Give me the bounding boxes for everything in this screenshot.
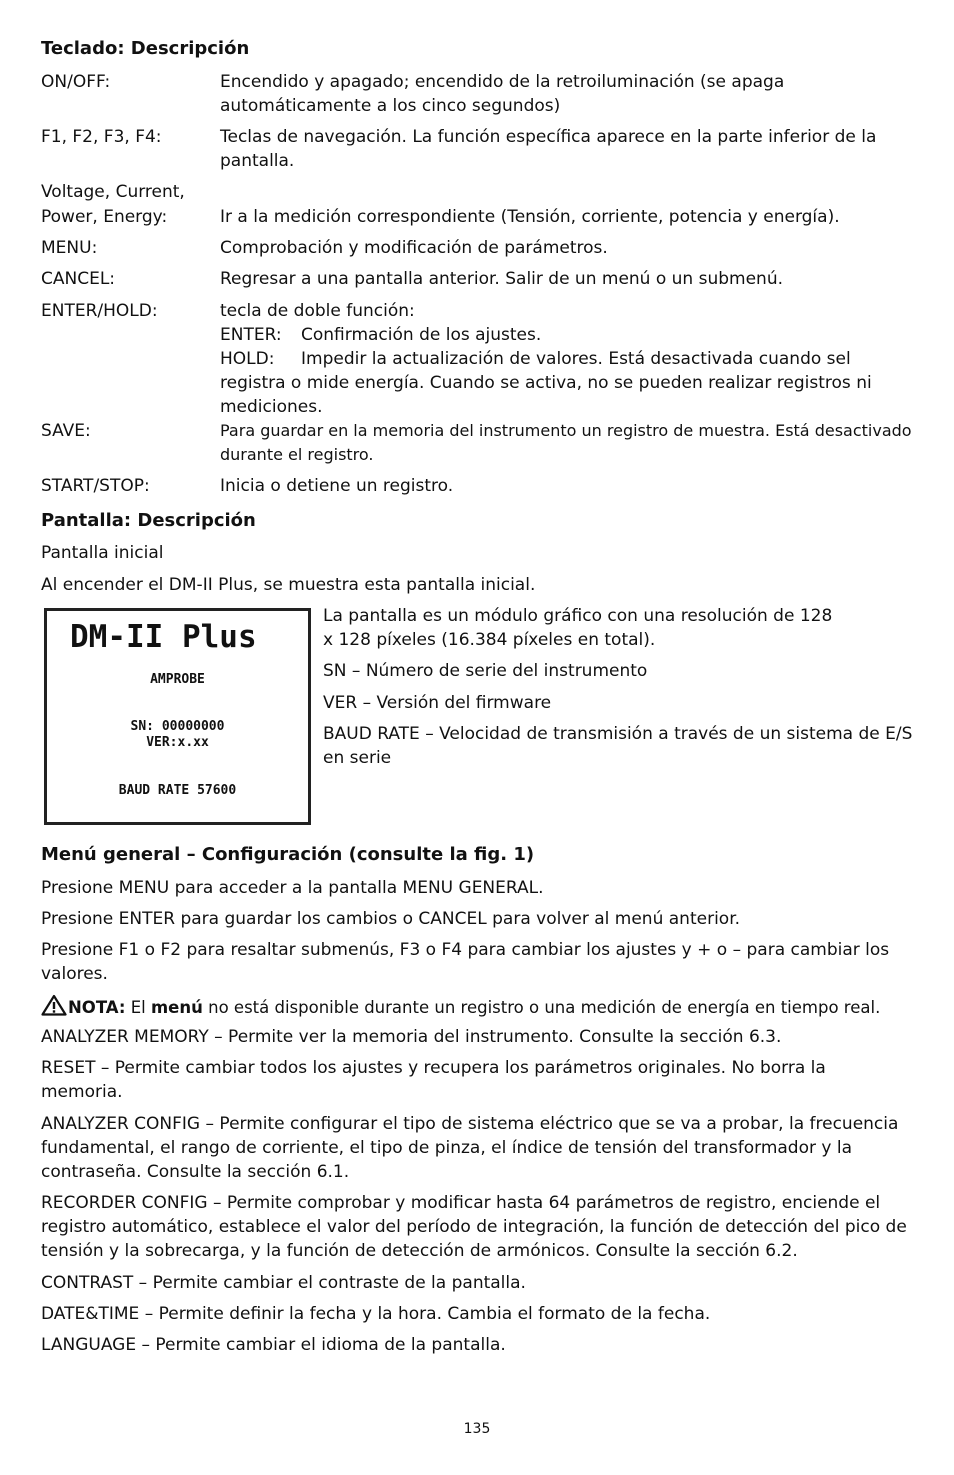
key-term: ENTER/HOLD: (41, 301, 158, 321)
key-definition: Comprobación y modificación de parámetros. (220, 238, 608, 258)
key-definition: Regresar a una pantalla anterior. Salir de un menú o un submenú. (220, 269, 784, 289)
screen-baud: BAUD RATE 57600 (118, 783, 237, 798)
hold-subitem (220, 347, 892, 419)
subitem-value: Impedir la actualización de valores. Está desactivada cuando sel registra o mide energía. Cuando se activa, no se pueden realizar registros ni mediciones. (220, 349, 872, 417)
menu-item-analyzer-memory: ANALYZER MEMORY – Permite ver la memoria del instrumento. Consulte la sección 6.3. (41, 1027, 782, 1047)
menu-item-analyzer-config: ANALYZER CONFIG – Permite configurar el tipo de sistema eléctrico que se va a probar, la frecuencia fundamental, el rango de corriente, el tipo de pinza, el índice de tensión del transformador y la contraseña. Consulte la sección 6.1. (41, 1114, 899, 1182)
display-heading: Pantalla: Descripción (41, 510, 256, 531)
key-definition: Inicia o detiene un registro. (220, 476, 454, 496)
key-definition: Encendido y apagado; encendido de la retroiluminación (se apaga automáticamente a los cinco segundos) (220, 72, 785, 116)
menu-heading: Menú general – Configuración (consulte la fig. 1) (41, 844, 535, 865)
menu-note (41, 994, 913, 1020)
menu-item-date-time: DATE&TIME – Permite definir la fecha y la hora. Cambia el formato de la fecha. (41, 1304, 711, 1324)
warning-icon (41, 994, 67, 1016)
display-intro-1: Pantalla inicial (41, 543, 164, 563)
page-number: 135 (463, 1421, 491, 1437)
screen-title: DM-II Plus (70, 619, 257, 655)
menu-item-language: LANGUAGE – Permite cambiar el idioma de la pantalla. (41, 1335, 506, 1355)
key-definition: Ir a la medición correspondiente (Tensión, corriente, potencia y energía). (220, 207, 840, 227)
screen-desc-resolution: La pantalla es un módulo gráfico con una resolución de 128 x 128 píxeles (16.384 píxeles en total). (323, 606, 833, 650)
screen-brand: AMPROBE (150, 672, 205, 687)
key-term: ON/OFF: (41, 72, 111, 92)
key-definition (220, 299, 913, 419)
key-term-line2: Power, Energy: (41, 207, 168, 227)
enter-subitem (220, 323, 913, 347)
display-intro-2: Al encender el DM-II Plus, se muestra esta pantalla inicial. (41, 575, 536, 595)
key-term: SAVE: (41, 421, 91, 441)
subitem-key: ENTER: (220, 325, 282, 345)
keyboard-heading: Teclado: Descripción (41, 38, 250, 59)
key-definition: Teclas de navegación. La función específica aparece en la parte inferior de la pantalla. (220, 127, 877, 171)
menu-item-recorder-config: RECORDER CONFIG – Permite comprobar y modificar hasta 64 parámetros de registro, enciende el registro automático, establece el valor del período de integración, la función de detección del pico de tensión y la sobrecarga, y la función de detección de armónicos. Consulte la sección 6.2. (41, 1193, 907, 1261)
key-term: CANCEL: (41, 269, 116, 289)
startup-screen-figure (44, 608, 311, 825)
key-definition: Para guardar en la memoria del instrumento un registro de muestra. Está desactivado durante el registro. (220, 421, 912, 464)
screen-version: VER:x.xx (146, 735, 209, 750)
menu-para-3: Presione F1 o F2 para resaltar submenús, F3 o F4 para cambiar los ajustes y + o – para cambiar los valores. (41, 940, 890, 984)
note-text-pre: El (125, 998, 151, 1017)
menu-para-2: Presione ENTER para guardar los cambios o CANCEL para volver al menú anterior. (41, 909, 741, 929)
subitem-value: Confirmación de los ajustes. (301, 325, 542, 345)
menu-item-reset: RESET – Permite cambiar todos los ajustes y recupera los parámetros originales. No borra la memoria. (41, 1058, 826, 1102)
subitem-key: HOLD: (220, 349, 275, 369)
key-definition-intro: tecla de doble función: (220, 301, 415, 321)
key-term: MENU: (41, 238, 98, 258)
key-term: START/STOP: (41, 476, 150, 496)
menu-para-1: Presione MENU para acceder a la pantalla MENU GENERAL. (41, 878, 544, 898)
note-text-bold: menú (150, 998, 203, 1017)
note-label: NOTA: (68, 998, 126, 1017)
screen-desc-baud: BAUD RATE – Velocidad de transmisión a través de un sistema de E/S en serie (323, 724, 913, 768)
key-term: Voltage, Current, (41, 182, 185, 202)
menu-item-contrast: CONTRAST – Permite cambiar el contraste de la pantalla. (41, 1273, 526, 1293)
screen-desc-ver: VER – Versión del firmware (323, 693, 552, 713)
screen-desc-sn: SN – Número de serie del instrumento (323, 661, 648, 681)
note-text-post: no está disponible durante un registro o una medición de energía en tiempo real. (202, 998, 881, 1017)
screen-serial: SN: 00000000 (130, 719, 225, 734)
key-term: F1, F2, F3, F4: (41, 127, 162, 147)
